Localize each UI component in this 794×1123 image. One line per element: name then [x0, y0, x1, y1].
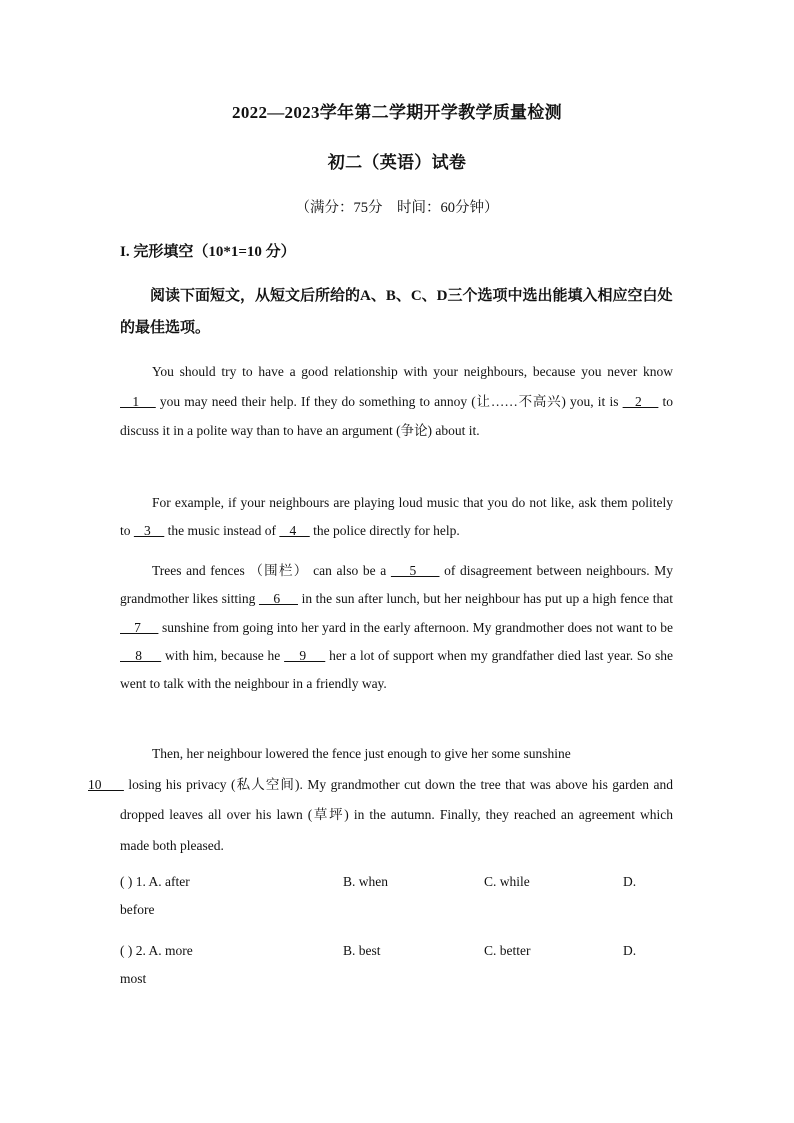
passage-paragraph-3: [120, 557, 673, 698]
blank-6: 6: [258, 591, 298, 607]
passage-text: For example, if your neighbours are playing loud music that you do not like, ask them politely to: [120, 495, 673, 538]
blank-7: 7: [120, 619, 159, 635]
question-1-option-d: D.: [623, 874, 637, 889]
passage-paragraph-1: [120, 357, 673, 446]
passage-text: losing his privacy (私人空间). My grandmother cut down the tree that was above his garden and dropped leaves all over his lawn (草坪) in the autumn. Finally, they reached an agreement which made both pleased.: [120, 776, 674, 853]
passage-text: her a lot of support when my grandfather died last year. So she went to talk with the neighbour in a friendly way.: [120, 647, 673, 692]
passage-text: Then, her neighbour lowered the fence just enough to give her some sunshine: [152, 746, 571, 761]
passage-text: You should try to have a good relationship with your neighbours, because you never know: [152, 364, 673, 379]
blank-1: 1: [120, 393, 156, 409]
passage-text: you may need their help. If they do something to annoy (让……不高兴) you, it is: [155, 393, 623, 409]
passage-paragraph-4: [88, 739, 674, 861]
blank-2: 2: [622, 393, 659, 409]
question-2-option-d-text: most: [120, 971, 147, 986]
question-1-option-d-text: before: [120, 902, 155, 917]
passage-text: of disagreement between neighbours. My grandmother likes sitting: [120, 563, 674, 607]
question-1-option-b: B. when: [343, 874, 388, 889]
question-2-option-d: D.: [623, 943, 637, 958]
blank-5: 5: [390, 563, 440, 578]
score-time-info: （满分：75分 时间：60分钟）: [295, 200, 499, 216]
passage-text: with him, because he: [161, 647, 285, 663]
passage-text: the police directly for help.: [309, 523, 460, 538]
passage-text: sunshine from going into her yard in the early afternoon. My grandmother does not want to be: [158, 619, 673, 635]
passage-text: in the sun after lunch, but her neighbour has put up a high fence that: [297, 591, 673, 607]
exam-subtitle: 初二（英语）试卷: [327, 153, 467, 172]
exam-title: 2022—2023学年第二学期开学教学质量检测: [232, 103, 562, 122]
blank-9: 9: [284, 647, 326, 663]
question-2-option-c: C. better: [484, 943, 531, 958]
passage-text: Trees and fences （围栏） can also be a: [152, 563, 391, 578]
question-1-option-a: ( ) 1. A. after: [120, 874, 190, 889]
section-instruction: 阅读下面短文，从短文后所给的A、B、C、D三个选项中选出能填入相应空白处的最佳选项。: [120, 288, 673, 336]
section-heading: I. 完形填空（10*1=10 分）: [120, 244, 296, 260]
blank-3: 3: [133, 523, 165, 538]
blank-10: 10: [88, 776, 124, 792]
question-1-option-c: C. while: [484, 874, 530, 889]
passage-text: the music instead of: [164, 523, 280, 538]
blank-8: 8: [120, 647, 162, 663]
passage-paragraph-2: [120, 489, 673, 545]
blank-4: 4: [279, 523, 310, 538]
question-2-option-a: ( ) 2. A. more: [120, 943, 193, 958]
question-2-option-b: B. best: [343, 943, 381, 958]
passage-text: to discuss it in a polite way than to have an argument (争论) about it.: [120, 393, 674, 438]
